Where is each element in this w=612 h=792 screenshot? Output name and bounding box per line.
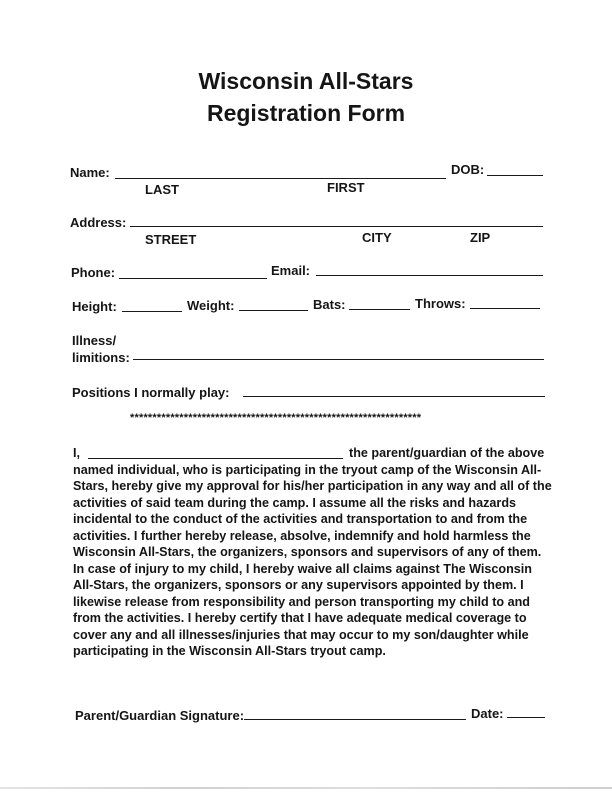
email-label: Email: bbox=[271, 263, 311, 278]
name-label: Name: bbox=[70, 165, 110, 180]
waiver-lead: I, bbox=[73, 446, 80, 460]
dob-field-line[interactable] bbox=[487, 175, 543, 176]
date-label: Date: bbox=[471, 706, 504, 721]
waiver-after-blank: the parent/guardian of the above bbox=[349, 446, 545, 460]
address-field-line[interactable] bbox=[130, 226, 543, 227]
address-sub-city: CITY bbox=[362, 230, 392, 245]
illness-label-line2: limitions: bbox=[72, 350, 130, 365]
positions-field-line[interactable] bbox=[243, 396, 545, 397]
form-title-line1: Wisconsin All-Stars bbox=[198, 68, 414, 94]
signature-label: Parent/Guardian Signature: bbox=[75, 708, 245, 723]
throws-label: Throws: bbox=[415, 296, 466, 311]
height-label: Height: bbox=[72, 299, 117, 314]
address-sub-street: STREET bbox=[145, 232, 197, 247]
illness-field-line[interactable] bbox=[133, 359, 544, 360]
phone-field-line[interactable] bbox=[119, 278, 267, 279]
waiver-body: named individual, who is participating in the tryout camp of the Wisconsin All-Stars, hereby give my approval for his/her participation in any way and all of the activities of said team during the camp. I assume all the risks and hazards incidental to the conduct of the activities and transportation to and from the activities. I further hereby release, absolve, indemnify and hold harmless the Wisconsin All-Stars, the organizers, sponsors and supervisors of any of them. In case of injury to my child, I hereby waive all claims against The Wisconsin All-Stars, the organizers, sponsors or any supervisors appointed by them. I likewise release from responsibility and person transporting my child to and from the activities. I hereby certify that I have adequate medical coverage to cover any and all illnesses/injuries that may occur to my son/daughter while participating in the Wisconsin All-Stars tryout camp. bbox=[73, 462, 552, 658]
bats-field-line[interactable] bbox=[349, 309, 410, 310]
date-field-line[interactable] bbox=[507, 717, 545, 718]
weight-label: Weight: bbox=[187, 298, 235, 313]
scan-edge-artifact bbox=[0, 787, 612, 789]
email-field-line[interactable] bbox=[316, 275, 543, 276]
throws-field-line[interactable] bbox=[470, 308, 540, 309]
weight-field-line[interactable] bbox=[239, 310, 308, 311]
phone-label: Phone: bbox=[71, 265, 116, 280]
dob-label: DOB: bbox=[451, 162, 485, 177]
guardian-name-field-line[interactable] bbox=[88, 458, 343, 459]
form-title-line2: Registration Form bbox=[206, 100, 406, 126]
signature-field-line[interactable] bbox=[244, 719, 466, 720]
bats-label: Bats: bbox=[313, 297, 346, 312]
illness-label-line1: Illness/ bbox=[72, 333, 117, 348]
name-field-line[interactable] bbox=[115, 178, 446, 179]
name-sub-last: LAST bbox=[145, 182, 179, 197]
height-field-line[interactable] bbox=[122, 311, 182, 312]
name-sub-first: FIRST bbox=[327, 180, 365, 195]
address-label: Address: bbox=[70, 215, 127, 230]
positions-label: Positions I normally play: bbox=[72, 385, 230, 400]
asterisk-separator: ***************************************************************** bbox=[130, 412, 422, 424]
address-sub-zip: ZIP bbox=[470, 230, 491, 245]
waiver-first-line bbox=[73, 445, 553, 462]
waiver-paragraph bbox=[73, 445, 553, 660]
